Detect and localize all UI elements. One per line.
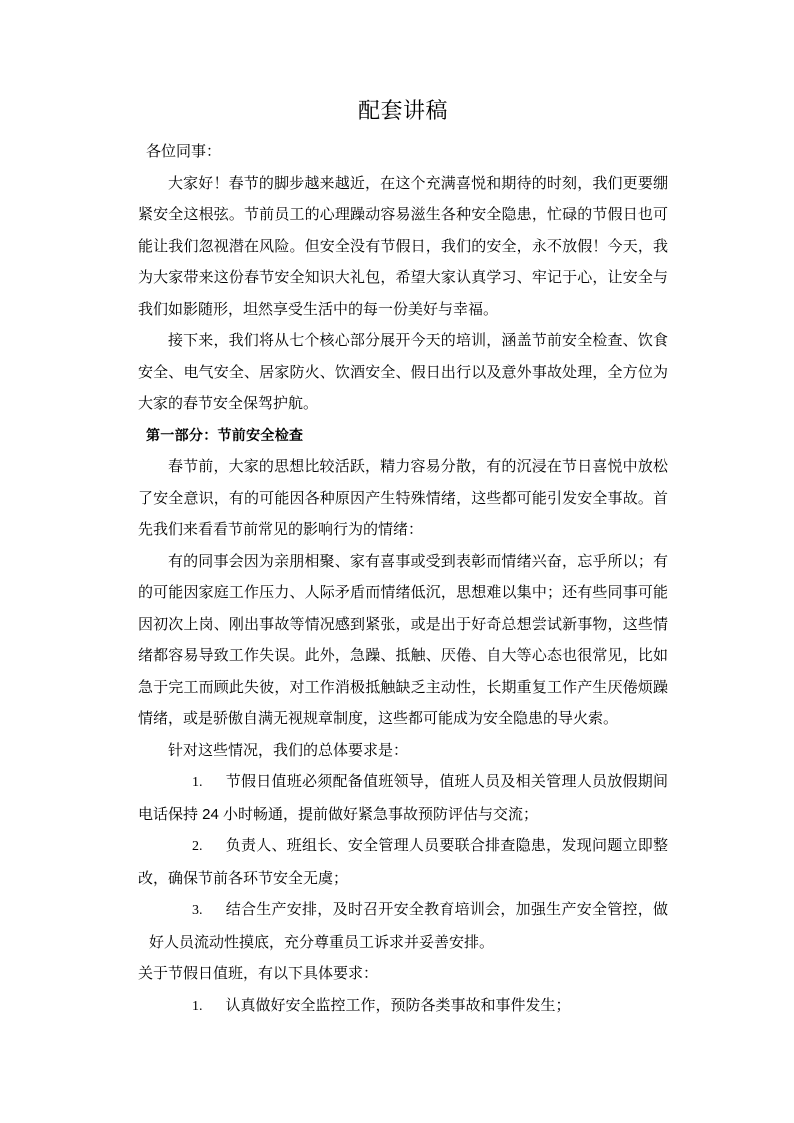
page-title: 配套讲稿 [357, 98, 448, 123]
paragraph-part-one-emotions: 有的同事会因为亲朋相聚、家有喜事或受到表彰而情绪兴奋，忘乎所以；有的可能因家庭工作压力、人际矛盾而情绪低沉，思想难以集中；还有些同事可能因初次上岗、刚出事故等情况感到紧张，或是出于好奇总想尝试新事物，这些情绪都容易导致工作失误。此外，急躁、抵触、厌倦、自大等心态也很常见，比如急于完工而顾此失彼，对工作消极抵触缺乏主动性，长期重复工作产生厌倦烦躁情绪，或是骄傲自满无视规章制度，这些都可能成为安全隐患的导火索。 [138, 552, 668, 727]
paragraph-part-one-intro: 春节前，大家的思想比较活跃，精力容易分散，有的沉浸在节日喜悦中放松了安全意识，有的可能因各种原因产生特殊情绪，这些都可能引发安全事故。首先我们来看看节前常见的影响行为的情绪： [138, 458, 668, 538]
section-heading-part-one: 第一部分：节前安全检查 [146, 426, 304, 443]
salutation-line: 各位同事： [146, 143, 222, 160]
paragraph-duty-lead: 关于节假日值班，有以下具体要求： [138, 965, 379, 982]
paragraph-greeting: 大家好！春节的脚步越来越近，在这个充满喜悦和期待的时刻，我们更要绷紧安全这根弦。节前员工的心理躁动容易滋生各种安全隐患，忙碌的节假日也可能让我们忽视潜在风险。但安全没有节假日，我们的安全，永不放假！今天，我为大家带来这份春节安全知识大礼包，希望大家认真学习、牢记于心，让安全与我们如影随形，坦然享受生活中的每一份美好与幸福。 [138, 174, 668, 318]
list-item-text: 结合生产安排，及时召开安全教育培训会，加强生产安全管控，做好人员流动性摸底，充分尊重员工诉求并妥善安排。 [149, 901, 668, 951]
paragraph-overview: 接下来，我们将从七个核心部分展开今天的培训，涵盖节前安全检查、饮食安全、电气安全、居家防火、饮酒安全、假日出行以及意外事故处理，全方位为大家的春节安全保驾护航。 [138, 332, 668, 412]
list-item [138, 766, 668, 830]
list-item-text: 负责人、班组长、安全管理人员要联合排查隐患，发现问题立即整改，确保节前各环节安全无虞； [138, 837, 668, 887]
paragraph-requirements-lead: 针对这些情况，我们的总体要求是： [168, 741, 409, 759]
document-body [138, 0, 668, 1022]
list-item [138, 894, 668, 958]
duty-list [138, 990, 668, 1023]
list-marker: 1. [192, 775, 203, 790]
list-marker: 3. [192, 903, 203, 918]
list-item [138, 830, 668, 894]
list-marker: 1. [192, 998, 203, 1014]
list-item-text: 节假日值班必须配备值班领导，值班人员及相关管理人员放假期间电话保持 24 小时畅通，提前做好紧急事故预防评估与交流； [138, 773, 668, 823]
list-item-text: 认真做好安全监控工作，预防各类事故和事件发生； [225, 996, 571, 1014]
list-item [138, 990, 668, 1023]
requirements-list [138, 766, 668, 958]
list-marker: 2. [192, 839, 203, 854]
